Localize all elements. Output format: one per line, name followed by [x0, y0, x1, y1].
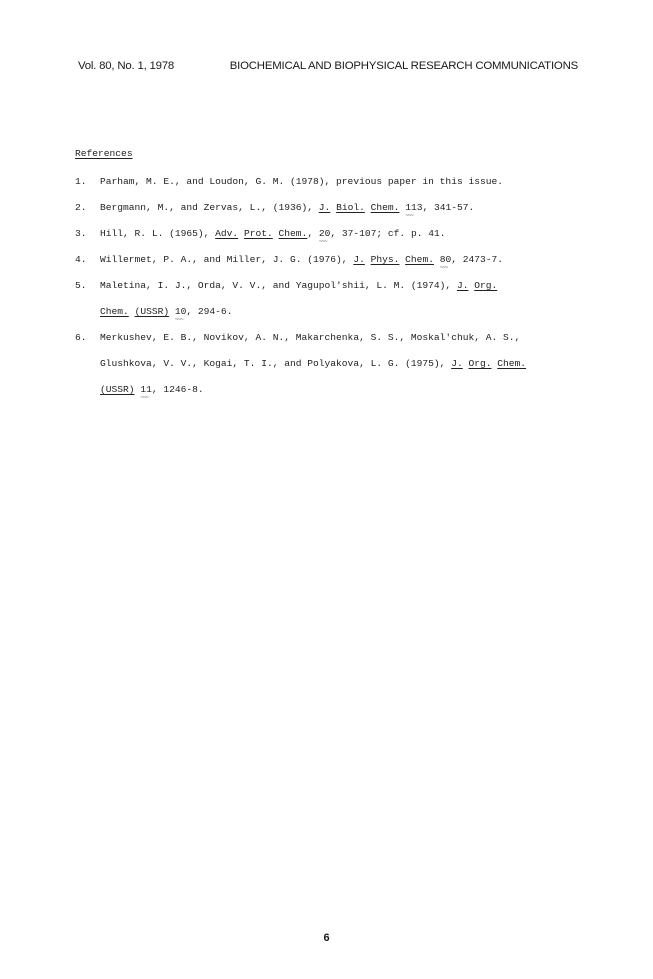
reference-authors: Glushkova, V. V., Kogai, T. I., and Polyakova, L. G. (1975), — [100, 358, 452, 369]
journal-abbrev: Chem. — [370, 202, 400, 213]
reference-text: Parham, M. E., and Loudon, G. M. (1978), previous paper in this issue. — [100, 176, 504, 187]
reference-authors: Bergmann, M., and Zervas, L., (1936), — [100, 202, 319, 213]
journal-abbrev: Chem. — [405, 254, 434, 265]
reference-text — [100, 358, 526, 370]
reference-number: 3. — [75, 228, 87, 239]
reference-number: 5. — [75, 280, 87, 291]
reference-number: 6. — [75, 332, 87, 343]
volume-number: 11 ~~~ — [140, 384, 152, 396]
reference-number: 1. — [75, 176, 87, 187]
reference-text: Merkushev, E. B., Novikov, A. N., Makarchenka, S. S., Moskal'chuk, A. S., — [100, 332, 521, 343]
journal-abbrev: Chem. — [278, 228, 308, 239]
reference-pages: , 341-57. — [422, 202, 475, 213]
reference-pages: , 37-107; cf. p. 41. — [330, 228, 446, 239]
journal-abbrev: Prot. — [243, 228, 273, 239]
journal-abbrev: J. — [353, 254, 365, 265]
reference-separator: , — [307, 228, 319, 239]
volume-number: 113 ~~~ — [405, 202, 422, 214]
journal-abbrev: J. — [451, 358, 463, 369]
volume-number: 20 ~~~ — [319, 228, 331, 240]
journal-abbrev: Phys. — [370, 254, 400, 265]
journal-abbrev: J. — [318, 202, 331, 213]
header-volume-issue: Vol. 80, No. 1, 1978 — [78, 60, 175, 72]
reference-text — [100, 384, 204, 396]
volume-number: 80 ~~~ — [440, 254, 452, 266]
reference-text — [100, 254, 503, 266]
reference-pages: , 1246-8. — [151, 384, 204, 395]
journal-abbrev: (USSR) — [100, 384, 135, 395]
reference-pages: , 2473-7. — [451, 254, 504, 265]
reference-text — [100, 306, 232, 318]
journal-abbrev: Chem. — [497, 358, 527, 369]
references-heading: References — [75, 148, 133, 159]
journal-abbrev: (USSR) — [134, 306, 170, 317]
reference-text — [100, 280, 497, 292]
journal-abbrev: Biol. — [336, 202, 365, 213]
journal-abbrev: Org. — [468, 358, 492, 369]
reference-text — [100, 228, 446, 240]
journal-abbrev: Adv. — [215, 228, 239, 239]
reference-authors: Willermet, P. A., and Miller, J. G. (1976), — [100, 254, 354, 265]
reference-authors: Maletina, I. J., Orda, V. V., and Yagupol'shii, L. M. (1974), — [100, 280, 457, 291]
reference-authors: Hill, R. L. (1965), — [100, 228, 216, 239]
volume-number: 10 ~~~ — [175, 306, 187, 318]
journal-abbrev: J. — [456, 280, 469, 291]
journal-abbrev: Chem. — [100, 306, 129, 317]
reference-number: 2. — [75, 202, 87, 213]
reference-pages: , 294-6. — [186, 306, 233, 317]
reference-number: 4. — [75, 254, 87, 265]
page-number: 6 — [323, 932, 330, 944]
journal-abbrev: Org. — [474, 280, 498, 291]
header-journal-title: BIOCHEMICAL AND BIOPHYSICAL RESEARCH COMMUNICATIONS — [229, 60, 578, 72]
reference-text — [100, 202, 474, 214]
running-header — [78, 60, 578, 76]
